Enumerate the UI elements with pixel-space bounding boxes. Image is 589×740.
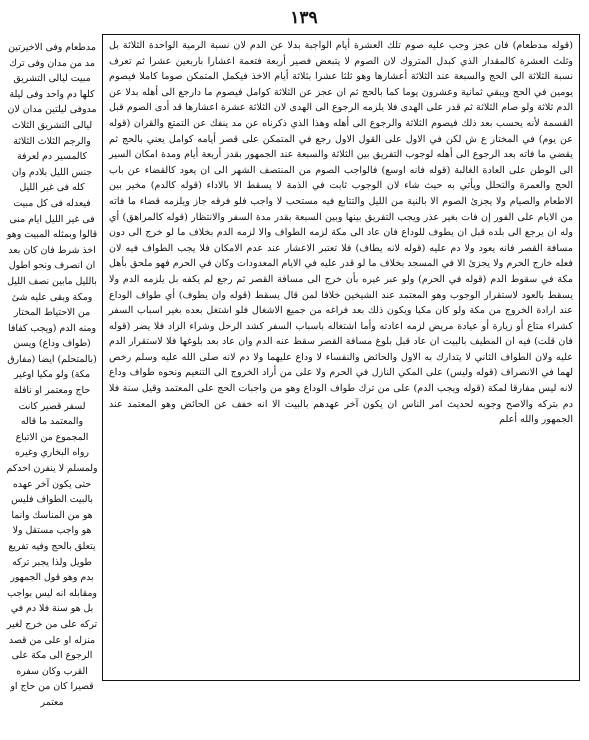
main-text-block [102, 34, 580, 681]
main-text: (قوله مدطعام) فان عجز وجب عليه صوم تلك العشرة أيام الواجبة بدلا عن الدم لان نسبة الرمية الواحدة الثلاثة بل وثلث العشرة كالمقدار الذي كبدل المتروك لان الصوم لا يتبعض فصير أربعة فتعمة اعشارا باربعين عشرا ثم تعرف نسبة الثلاثة الى الحج والسبعة عند الثلاثة أعشارها وهو ثلثا عشرا بثلاثة أيام الاخذ فيكمل المتمكن صوما كاملا فيصوم يومين في الحج ويبقي ثمانية وعشرون يوما كما بالحج ثم ان عجز عن الثلاثة كوامل فيصوم ما دارجع الى أهله بدلا عن الدم ثلاثة ولو صام الثلاثة ثم قدر على الهدى فلا يلزمه الرجوع الى الهدى لان الثلاثة عشرة اعشارها قد أدى الصوم قبل القسمة لأنه يحسب بعد ذلك فيصوم الثلاثة والرجوع الى أهله وهذا الذي ذكرناه عن مد ينفك عن التمتع والقران (قوله عن يوم) في المختار ع ش لكن في الاول على القول الاول رجع في المتمكن على قصر أيامه كوامل يعني بالحج ثم يقضي ما فاته بعد الرجوع الى أهله لوجوب التفريق بين الثلاثة والسبعة عند الجمهور بقدر أربعة أيام ومدة امكان السير الى الوطن على العادة الغالبة (قوله فانه اوسع) فالواجب الصوم من المنتصف الشهر الى ان يعود كالقضاء عن باب الحج والعمرة والتحلل ويأتي به حيث شاء لان الوجوب ثابت في الذمة لا يسقط الا بالاداء (قوله كالدم) مخير بين الاطعام والصيام ولا يجزئ الصوم الا بالنية من الليل والتتابع فيه مستحب لا واجب فلو فرقه جاز ويلزمه قضاء ما فاته من الايام على الفور إن فات بغير عذر ويجب التفريق بينها وبين السبعة بقدر مدة السفر والانتظار (قوله كالمراهق) أي وله ان يرجع الى بلده قبل ان يطوف للوداع فان عاد الى مكة لزمه الطواف والا لزمه الدم بخلاف ما لو خرج الى دون مسافة القصر فانه يعود ولا دم عليه (قوله لانه يطاف) فلا تعتبر الاعشار عند عدم الامكان فلا يجب الطواف فيه لان فعله خارج الحرم ولا يجزئ الا في المسجد بخلاف ما لو قدر عليه في الايام المعدودات وكان في الحرم فهو ملحق بأهل مكة في سقوط الدم (قوله في الحرم) ولو عبر غيره بأن خرج الى مسافة القصر ثم رجع لم يكفه بل يلزمه الدم ولا يسقط بالعود لاستقرار الوجوب وهو المعتمد عند الشيخين خلافا لمن قال يسقط (قوله وان يطوف) أي طواف الوداع عند ارادة الخروج من مكة ولو كان مكيا ويكون ذلك بعد فراغه من جميع الاشغال فلو اشتغل بعده بغير اسباب السفر كشراء متاع أو زيارة أو عيادة مريض لزمه اعادته وأما اشتغاله باسباب السفر كشد الرحل وشراء الزاد فلا يضر (قوله فان قلت) فيه ان المطيف بالبيت ان عاد قبل بلوغ مسافة القصر سقط عنه الدم وان عاد بعد بلوغها فلا لاستقرار الدم عليه ولان الطواف الثاني لا يتدارك به الاول والحائض والنفساء لا وداع عليهما ولا دم لانه صلى الله عليه وسلم رخص لهما في الانصراف (قوله وليس) على المكي النازل في الحرم ولا على من أراد الخروج الى التنعيم ونحوه طواف وداع لانه ليس مفارقا لمكة (قوله ويجب الدم) على من ترك طواف الوداع وهو من واجبات الحج على المعتمد وقيل سنة فلا دم بتركه والاصح وجوبه لحديث امر الناس ان يكون آخر عهدهم بالبيت الا انه خفف عن الحائض وهو المعتمد عند الجمهور والله أعلم [109, 40, 573, 426]
page-number: ١٣٩ [290, 8, 318, 28]
margin-text-column [6, 40, 98, 708]
margin-text: مدطعام وفى الاخيرتين مد من مدان وفى ترك مبيت ليالى التشريق كلها دم واحد وفى ليلة مدوفى ليلتين مدان لان ليالى التشريق الثلاث والرجم الثلاث الثلاثة كالمسير دم لعرفة جنس الليل بلادم وان كله فى غير الليل فيعدله فى كل مبيت فى غير الليل ايام منى قالوا وبمثله المبيت وهو اخذ شرط فان كان بعد ان انصرف ونحو اطول بالليل مابين نصف الليل ومكة وبقى عليه شئ من الاحتياط المختار ومنه الدم (ويجب كفافا (طواف وداع) ويسن (بالمتحلم) ايضا (مفارق مكة) ولو مكيا اوغير حاج ومعتمر او نافلة لسفر قصير كانت والمعتمد ما قاله المجموع من الاتباع رواه البخاري وغيره ولمسلم لا ينفرن احدكم حتى يكون آخر عهده بالبيت الطواف فليس هو من المناسك وانما هو واجب مستقل ولا يتعلق بالحج وفيه تفريع طويل ولذا يجبر تركه بدم وهو قول الجمهور ومقابله انه ليس بواجب بل هو سنة فلا دم في تركه على من خرج لغير منزله او على من قصد الرجوع الى مكة على القرب وكان سفره قصيرا كان من حاج او معتمر [6, 42, 98, 708]
